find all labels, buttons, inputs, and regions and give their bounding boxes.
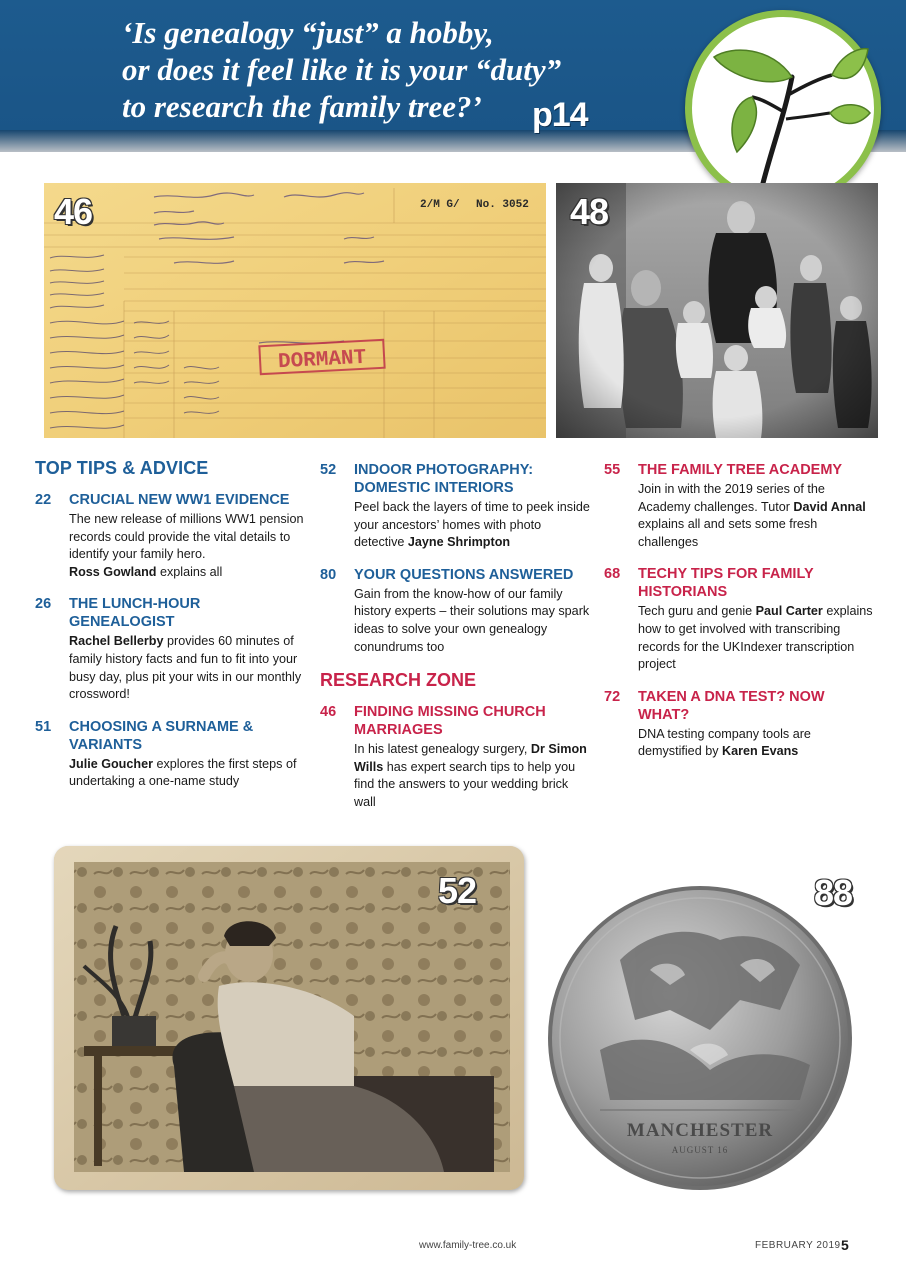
record-card-image — [44, 183, 546, 438]
family-tree-logo — [685, 10, 881, 206]
entry-title: THE LUNCH-HOUR GENEALOGIST — [69, 596, 201, 631]
footer-issue-date: FEBRUARY 2019 — [755, 1240, 841, 1251]
entry-title: THE FAMILY TREE ACADEMY — [638, 462, 843, 478]
record-card-code: 2/M G/ — [420, 199, 460, 211]
contents-column-left — [35, 458, 305, 805]
section-heading-top-tips: TOP TIPS & ADVICE — [35, 458, 209, 478]
record-card-page-num: 46 — [54, 191, 93, 232]
contents-entry[interactable] — [320, 703, 590, 811]
entry-description: Tech guru and genie Paul Carter explains how to get involved with transcribing records for the UKIndexer transcription project — [638, 604, 873, 672]
entry-description: Peel back the layers of time to peek inside your ancestors’ homes with photo detective Jayne Shrimpton — [354, 500, 590, 550]
entry-author: Karen Evans — [722, 744, 799, 759]
entry-page-num: 52 — [320, 462, 337, 478]
entry-description: The new release of millions WW1 pension records could provide the vital details to identify your family hero. Ross Gowland explains all — [69, 512, 304, 579]
dormant-stamp: DORMANT — [277, 346, 367, 375]
entry-description: Rachel Bellerby provides 60 minutes of family history facts and fun to fit into your busy day, plus pit your wits in our monthly crossword! — [69, 634, 302, 702]
contents-entry[interactable] — [320, 566, 590, 656]
family-photo-page-num: 48 — [570, 191, 609, 232]
medal-image — [540, 870, 870, 1200]
entry-title: YOUR QUESTIONS ANSWERED — [354, 566, 574, 583]
entry-page-num: 46 — [320, 704, 337, 721]
entry-title: TECHY TIPS FOR FAMILY HISTORIANS — [638, 566, 814, 601]
contents-entry[interactable] — [35, 491, 305, 581]
contents-entry[interactable] — [35, 595, 305, 703]
record-card-number: No. 3052 — [476, 199, 529, 211]
woman-photo-page-num: 52 — [438, 870, 477, 911]
entry-page-num: 68 — [604, 566, 621, 583]
entry-author: Rachel Bellerby — [69, 634, 164, 649]
leaf-branch-icon — [692, 17, 874, 199]
contents-column-middle — [320, 461, 590, 826]
contents-entry[interactable] — [35, 718, 305, 791]
contents-column-right — [604, 461, 874, 775]
entry-page-num: 80 — [320, 566, 337, 583]
medal-inscription: MANCHESTER — [626, 1120, 774, 1141]
entry-page-num: 26 — [35, 596, 52, 613]
contents-entry[interactable] — [604, 688, 874, 761]
entry-title: FINDING MISSING CHURCH MARRIAGES — [354, 704, 546, 739]
entry-title: CHOOSING A SURNAME & VARIANTS — [69, 718, 254, 753]
contents-entry[interactable] — [604, 565, 874, 673]
family-photo[interactable] — [556, 183, 878, 438]
entry-description: Julie Goucher explores the first steps of undertaking a one-name study — [69, 756, 297, 789]
entry-author: Paul Carter — [755, 604, 823, 619]
footer-page-number: 5 — [841, 1237, 849, 1253]
footer-website[interactable]: www.family-tree.co.uk — [419, 1240, 517, 1251]
record-card-photo[interactable] — [44, 183, 546, 438]
entry-page-num: 22 — [35, 492, 52, 508]
entry-title: CRUCIAL NEW WW1 EVIDENCE — [69, 492, 290, 508]
entry-title: INDOOR PHOTOGRAPHY: DOMESTIC INTERIORS — [354, 462, 534, 496]
quote-line-3: to research the family tree?’ — [122, 89, 482, 124]
entry-description: DNA testing company tools are demystified by Karen Evans — [638, 726, 811, 759]
quote-page-ref[interactable]: p14 — [532, 96, 588, 134]
entry-author: Dr Simon Wills — [354, 742, 587, 774]
entry-author: David Annal — [793, 499, 866, 514]
entry-description: Gain from the know-how of our family history experts – their solutions may spark ideas to solve your own genealogy conundrums too — [354, 586, 590, 654]
cover-quote[interactable] — [122, 14, 682, 125]
contents-entry[interactable] — [320, 461, 590, 552]
entry-page-num: 55 — [604, 462, 621, 478]
quote-line-1: ‘Is genealogy “just” a hobby, — [122, 15, 494, 50]
entry-title: TAKEN A DNA TEST? NOW WHAT? — [638, 688, 825, 723]
entry-author: Ross Gowland — [69, 564, 157, 579]
manchester-medal-photo[interactable] — [540, 870, 870, 1200]
entry-page-num: 51 — [35, 718, 52, 735]
section-heading-research-zone: RESEARCH ZONE — [320, 670, 477, 691]
entry-description: In his latest genealogy surgery, Dr Simon Wills has expert search tips to help you find the answers to your wedding brick wall — [354, 742, 587, 809]
contents-entry[interactable] — [604, 461, 874, 551]
quote-line-2: or does it feel like it is your “duty” — [122, 52, 562, 87]
entry-author: Julie Goucher — [69, 756, 153, 771]
medal-sub-inscription: AUGUST 16 — [671, 1145, 729, 1155]
medal-page-num: 88 — [814, 872, 853, 913]
woman-portrait-photo[interactable] — [54, 846, 524, 1190]
entry-description: Join in with the 2019 series of the Academy challenges. Tutor David Annal explains all and sets some fresh challenges — [638, 482, 866, 549]
entry-page-num: 72 — [604, 688, 621, 705]
entry-author: Jayne Shrimpton — [407, 535, 511, 550]
